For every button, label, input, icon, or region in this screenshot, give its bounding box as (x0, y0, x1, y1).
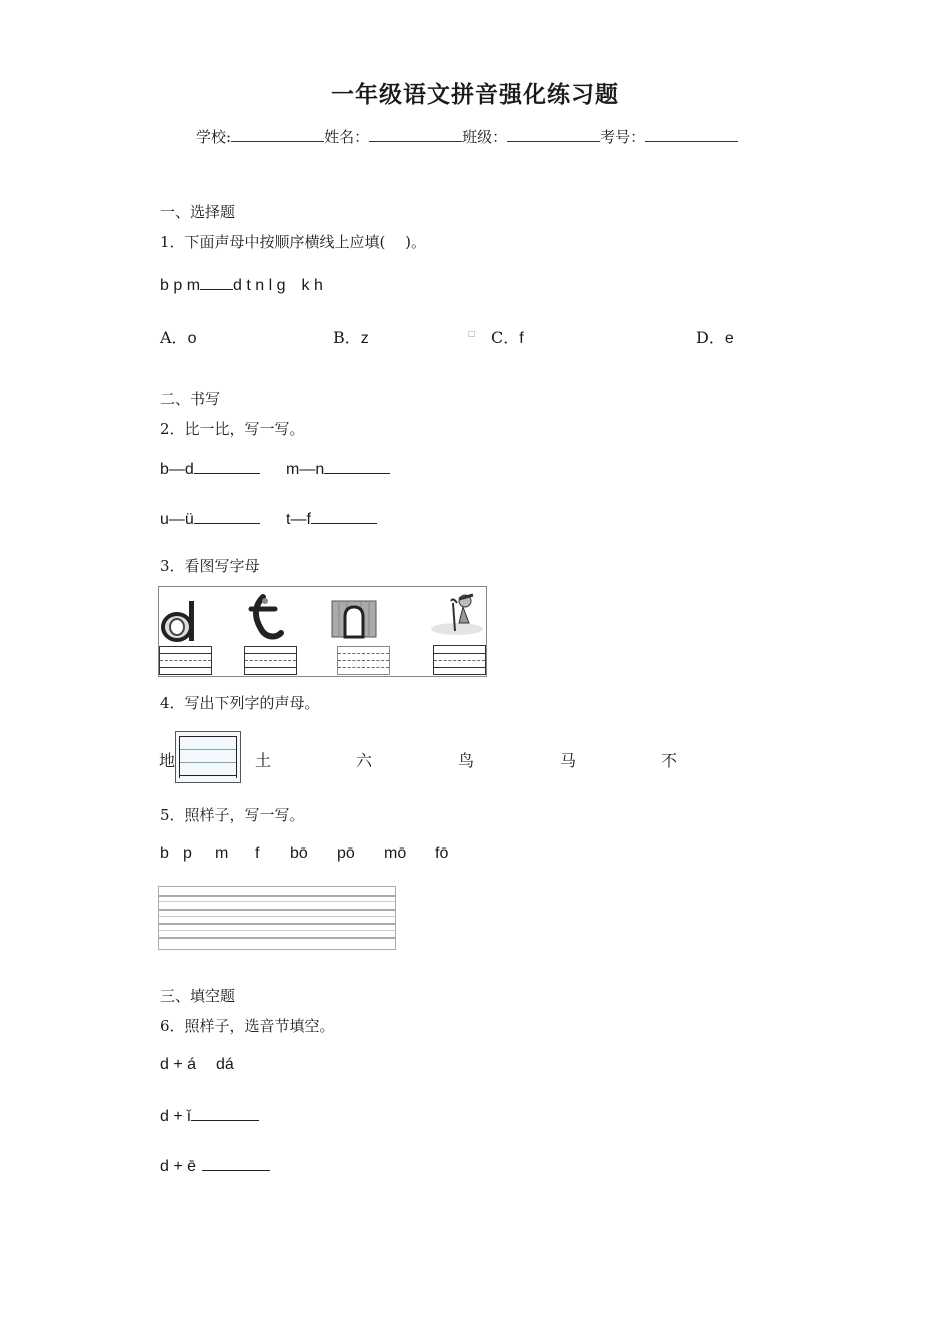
option-d[interactable] (696, 325, 734, 348)
compare-pair-blank[interactable] (324, 459, 390, 474)
writing-grid[interactable] (433, 645, 486, 675)
initial-grid[interactable] (175, 731, 241, 783)
option-c[interactable] (491, 325, 524, 348)
exam-no-label: 考号： (600, 128, 646, 146)
compare-pair (286, 459, 390, 479)
option-b-label: B． (333, 328, 361, 347)
fill-row-label: d + ǐ (160, 1108, 191, 1125)
school-label: 学校: (196, 128, 232, 146)
option-c-value: f (519, 330, 524, 347)
compare-pair-label: b—d (160, 461, 194, 478)
char-liu: 六 (356, 751, 373, 770)
name-label: 姓名： (324, 128, 370, 146)
writing-grid[interactable] (337, 646, 390, 675)
fill-row (160, 1106, 259, 1126)
exam-no-blank[interactable] (645, 127, 738, 142)
writing-grid[interactable] (244, 646, 297, 675)
option-b-value: z (360, 330, 369, 347)
question-1-stem: 1．下面声母中按顺序横线上应填( )。 (160, 233, 427, 251)
class-blank[interactable] (507, 127, 600, 142)
example-rhs: dá (216, 1056, 234, 1073)
question-1-sequence (160, 272, 323, 295)
student-info-line (196, 126, 738, 147)
stray-box-icon: □ (468, 329, 476, 338)
writing-lines[interactable] (158, 886, 396, 950)
compare-pair (286, 509, 377, 529)
option-d-label: D． (696, 328, 725, 347)
compare-pair-blank[interactable] (194, 509, 260, 524)
compare-pair-label: u—ü (160, 511, 194, 528)
section-heading-choice: 一、选择题 (160, 203, 236, 221)
compare-pair-label: t—f (286, 511, 311, 528)
char-ma: 马 (560, 751, 577, 770)
question-4-stem: 4．写出下列字的声母。 (160, 694, 320, 712)
sequence-after: d t n l g k h (233, 277, 323, 294)
example-initial: p (183, 845, 192, 862)
char-di: 地 (159, 751, 176, 770)
question-3-stem: 3．看图写字母 (160, 557, 260, 575)
example-row (160, 1056, 234, 1074)
person-f-picture-icon (429, 591, 485, 637)
option-d-value: e (724, 330, 734, 347)
fill-row-blank[interactable] (191, 1106, 259, 1121)
section-heading-fill: 三、填空题 (160, 987, 236, 1005)
question-5-stem: 5．照样子，写一写。 (160, 806, 305, 824)
example-syllable: bō (290, 845, 308, 862)
writing-grid[interactable] (159, 646, 212, 675)
option-c-label: C． (491, 328, 520, 347)
example-initial: f (255, 845, 260, 862)
fill-row (160, 1156, 270, 1176)
compare-pair (160, 509, 260, 529)
sequence-blank[interactable] (200, 275, 233, 290)
compare-pair-blank[interactable] (194, 459, 260, 474)
question-2-stem: 2．比一比，写一写。 (160, 420, 305, 438)
example-syllable: pō (337, 845, 355, 862)
section-heading-writing: 二、书写 (160, 390, 221, 408)
option-a-value: o (187, 330, 197, 347)
compare-pair-blank[interactable] (311, 509, 377, 524)
sequence-before: b p m (160, 277, 201, 294)
option-b[interactable] (333, 325, 369, 348)
char-tu: 土 (255, 751, 272, 770)
example-initial: b (160, 845, 169, 862)
fish-t-picture-icon (245, 593, 285, 643)
option-a[interactable] (160, 325, 196, 348)
fill-row-blank[interactable] (202, 1156, 270, 1171)
example-syllable: fō (435, 845, 449, 862)
char-bu: 不 (661, 751, 678, 770)
picture-panel (158, 586, 487, 677)
school-blank[interactable] (231, 127, 324, 142)
name-blank[interactable] (369, 127, 462, 142)
compare-pair-label: m—n (286, 461, 325, 478)
gate-n-picture-icon (331, 599, 377, 639)
example-initial: m (215, 845, 229, 862)
drum-d-picture-icon (161, 595, 201, 643)
fill-row-label: d + ē (160, 1158, 197, 1175)
char-niao: 鸟 (458, 751, 475, 770)
example-lhs: d + á (160, 1056, 197, 1073)
example-syllable: mō (384, 845, 407, 862)
option-a-label: A． (160, 328, 188, 347)
class-label: 班级： (462, 128, 508, 146)
question-6-stem: 6．照样子，选音节填空。 (160, 1017, 335, 1035)
page-title: 一年级语文拼音强化练习题 (331, 81, 619, 108)
compare-pair (160, 459, 260, 479)
